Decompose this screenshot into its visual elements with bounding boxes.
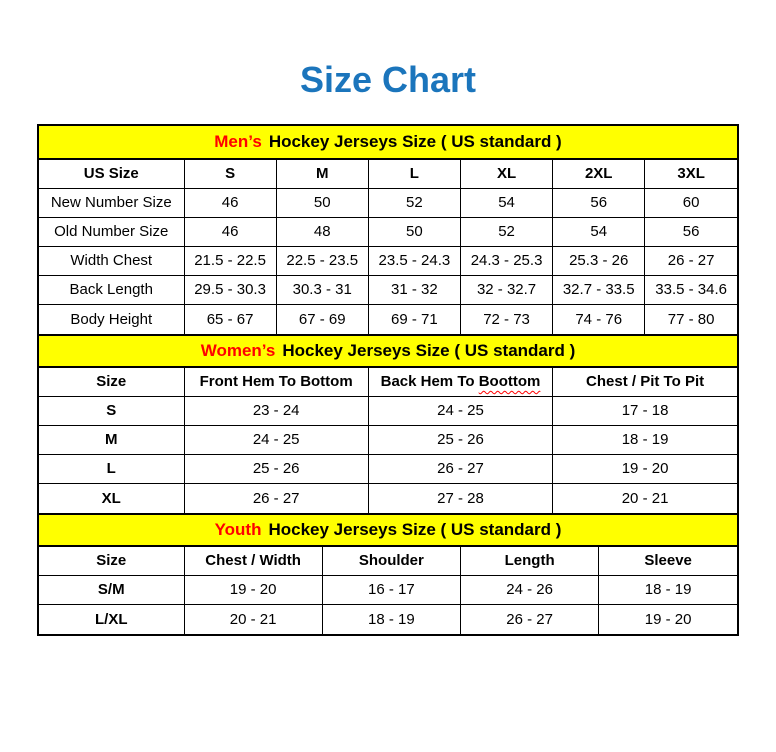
table-cell: 69 - 71 bbox=[368, 305, 460, 334]
youth-banner-text: Hockey Jerseys Size ( US standard ) bbox=[268, 519, 562, 539]
table-cell: 25 - 26 bbox=[184, 455, 368, 484]
table-cell: 16 - 17 bbox=[322, 576, 460, 605]
table-row bbox=[39, 189, 737, 218]
column-header: Sleeve bbox=[599, 547, 737, 576]
column-header: Length bbox=[461, 547, 599, 576]
column-header: Size bbox=[39, 547, 184, 576]
table-cell: 50 bbox=[368, 218, 460, 247]
mens-header-row bbox=[39, 160, 737, 189]
column-header: Size bbox=[39, 368, 184, 397]
mens-section-banner bbox=[39, 126, 737, 160]
table-row bbox=[39, 455, 737, 484]
table-cell: 25.3 - 26 bbox=[553, 247, 645, 276]
table-cell: 54 bbox=[553, 218, 645, 247]
youth-section-banner bbox=[39, 513, 737, 547]
table-cell: 22.5 - 23.5 bbox=[276, 247, 368, 276]
table-row bbox=[39, 576, 737, 605]
mens-banner-highlight: Men’s bbox=[214, 131, 262, 151]
table-cell: 30.3 - 31 bbox=[276, 276, 368, 305]
row-label: Body Height bbox=[39, 305, 184, 334]
column-header: XL bbox=[460, 160, 552, 189]
table-cell: 19 - 20 bbox=[184, 576, 322, 605]
table-row bbox=[39, 276, 737, 305]
table-cell: 21.5 - 22.5 bbox=[184, 247, 276, 276]
table-cell: 20 - 21 bbox=[553, 484, 737, 513]
table-row bbox=[39, 218, 737, 247]
column-header: Front Hem To Bottom bbox=[184, 368, 368, 397]
table-cell: 25 - 26 bbox=[368, 426, 552, 455]
column-header: US Size bbox=[39, 160, 184, 189]
table-cell: 24.3 - 25.3 bbox=[460, 247, 552, 276]
table-cell: 46 bbox=[184, 189, 276, 218]
table-cell: 54 bbox=[460, 189, 552, 218]
table-cell: 23.5 - 24.3 bbox=[368, 247, 460, 276]
misspelled-header-prefix: Back Hem To bbox=[380, 373, 475, 391]
table-cell: 26 - 27 bbox=[461, 605, 599, 634]
row-label: L/XL bbox=[39, 605, 184, 634]
table-cell: 18 - 19 bbox=[322, 605, 460, 634]
table-cell: 65 - 67 bbox=[184, 305, 276, 334]
youth-header-row bbox=[39, 547, 737, 576]
table-cell: 20 - 21 bbox=[184, 605, 322, 634]
table-cell: 24 - 25 bbox=[184, 426, 368, 455]
column-header: Shoulder bbox=[322, 547, 460, 576]
table-cell: 48 bbox=[276, 218, 368, 247]
table-cell: 33.5 - 34.6 bbox=[645, 276, 737, 305]
womens-section-banner bbox=[39, 334, 737, 368]
table-cell: 60 bbox=[645, 189, 737, 218]
table-row bbox=[39, 397, 737, 426]
table-cell: 27 - 28 bbox=[368, 484, 552, 513]
table-cell: 32 - 32.7 bbox=[460, 276, 552, 305]
table-cell: 24 - 25 bbox=[368, 397, 552, 426]
youth-size-table bbox=[39, 547, 737, 634]
table-row bbox=[39, 247, 737, 276]
column-header: Chest / Width bbox=[184, 547, 322, 576]
table-row bbox=[39, 426, 737, 455]
table-cell: 17 - 18 bbox=[553, 397, 737, 426]
table-cell: 19 - 20 bbox=[599, 605, 737, 634]
column-header: L bbox=[368, 160, 460, 189]
womens-size-table bbox=[39, 368, 737, 513]
table-cell: 52 bbox=[460, 218, 552, 247]
column-header: 2XL bbox=[553, 160, 645, 189]
table-cell: 46 bbox=[184, 218, 276, 247]
table-cell: 26 - 27 bbox=[645, 247, 737, 276]
mens-size-table bbox=[39, 160, 737, 334]
womens-banner-highlight: Women’s bbox=[200, 340, 276, 360]
table-cell: 26 - 27 bbox=[368, 455, 552, 484]
row-label: Old Number Size bbox=[39, 218, 184, 247]
column-header: M bbox=[276, 160, 368, 189]
row-label: Back Length bbox=[39, 276, 184, 305]
table-cell: 72 - 73 bbox=[460, 305, 552, 334]
table-cell: 74 - 76 bbox=[553, 305, 645, 334]
table-cell: 31 - 32 bbox=[368, 276, 460, 305]
row-label: Width Chest bbox=[39, 247, 184, 276]
table-row bbox=[39, 605, 737, 634]
table-cell: 23 - 24 bbox=[184, 397, 368, 426]
mens-banner-text: Hockey Jerseys Size ( US standard ) bbox=[268, 131, 562, 151]
table-cell: 26 - 27 bbox=[184, 484, 368, 513]
table-row bbox=[39, 484, 737, 513]
table-cell: 32.7 - 33.5 bbox=[553, 276, 645, 305]
row-label: S/M bbox=[39, 576, 184, 605]
page-title: Size Chart bbox=[299, 59, 477, 100]
womens-banner-text: Hockey Jerseys Size ( US standard ) bbox=[282, 340, 576, 360]
column-header-misspelled bbox=[368, 368, 552, 397]
misspelled-word: Boottom bbox=[478, 373, 541, 391]
column-header: S bbox=[184, 160, 276, 189]
row-label: XL bbox=[39, 484, 184, 513]
table-cell: 18 - 19 bbox=[553, 426, 737, 455]
table-cell: 24 - 26 bbox=[461, 576, 599, 605]
row-label: L bbox=[39, 455, 184, 484]
size-chart-table bbox=[37, 124, 739, 636]
row-label: M bbox=[39, 426, 184, 455]
table-cell: 56 bbox=[645, 218, 737, 247]
table-row bbox=[39, 305, 737, 334]
row-label: S bbox=[39, 397, 184, 426]
column-header: Chest / Pit To Pit bbox=[553, 368, 737, 397]
table-cell: 50 bbox=[276, 189, 368, 218]
column-header: 3XL bbox=[645, 160, 737, 189]
row-label: New Number Size bbox=[39, 189, 184, 218]
table-cell: 29.5 - 30.3 bbox=[184, 276, 276, 305]
table-cell: 18 - 19 bbox=[599, 576, 737, 605]
youth-banner-highlight: Youth bbox=[214, 519, 262, 539]
table-cell: 56 bbox=[553, 189, 645, 218]
table-cell: 77 - 80 bbox=[645, 305, 737, 334]
table-cell: 67 - 69 bbox=[276, 305, 368, 334]
table-cell: 19 - 20 bbox=[553, 455, 737, 484]
table-cell: 52 bbox=[368, 189, 460, 218]
womens-header-row bbox=[39, 368, 737, 397]
